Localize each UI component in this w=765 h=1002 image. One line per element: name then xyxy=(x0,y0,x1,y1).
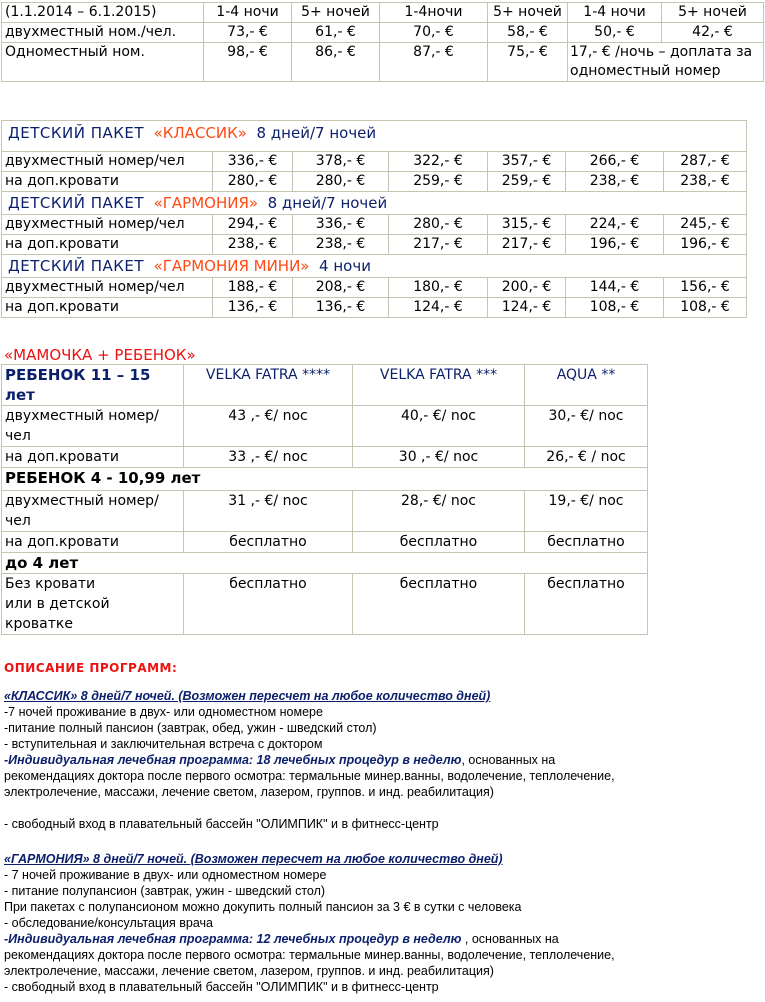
row-label: двухместный номер/ чел xyxy=(2,406,184,447)
price-cell: 31 ,- €/ noc xyxy=(184,491,353,532)
price-cell: 73,- € xyxy=(204,23,292,43)
row-label: Без кровати или в детской кроватке xyxy=(2,574,184,635)
price-cell: 280,- € xyxy=(213,172,293,192)
row-label: на доп.кровати xyxy=(2,172,213,192)
age-group-row xyxy=(2,553,648,574)
price-cell: 40,- €/ noc xyxy=(353,406,525,447)
row-label: двухместный номер/ чел xyxy=(2,491,184,532)
column-header: 1-4 ночи xyxy=(204,3,292,23)
price-cell: 33 ,- €/ noc xyxy=(184,447,353,468)
package-name: «ГАРМОНИЯ» xyxy=(153,194,259,212)
treatment-program-text: , основанных на xyxy=(461,932,559,946)
program-line: рекомендациях доктора после первого осмотра: термальные минер.ванны, водолечение, теплолечение, xyxy=(4,948,615,962)
age-group-title: РЕБЕНОК 4 - 10,99 лет xyxy=(2,468,648,491)
program-line: электролечение, массажи, лечение светом, лазером, группов. и инд. реабилитация) xyxy=(4,785,494,799)
row-label: двухместный номер/чел xyxy=(2,215,213,235)
table-row xyxy=(2,447,648,468)
price-cell: 280,- € xyxy=(389,215,488,235)
price-cell: 180,- € xyxy=(389,278,488,298)
price-cell: 238,- € xyxy=(566,172,664,192)
age-group-row xyxy=(2,468,648,491)
table-row xyxy=(2,23,764,43)
hotel-name: VELKA FATRA **** xyxy=(184,365,353,406)
price-cell: 336,- € xyxy=(293,215,389,235)
price-cell: 98,- € xyxy=(204,43,292,82)
program-line: - питание полупансион (завтрак, ужин - шведский стол) xyxy=(4,884,326,898)
mama-child-title: «МАМОЧКА + РЕБЕНОК» xyxy=(4,346,196,364)
price-cell: бесплатно xyxy=(525,532,648,553)
package-header-row xyxy=(2,255,747,278)
price-cell: 30 ,- €/ noc xyxy=(353,447,525,468)
program-line: - вступительная и заключительная встреча с доктором xyxy=(4,737,323,751)
column-header: 5+ ночей xyxy=(662,3,764,23)
program-heading: «ГАРМОНИЯ» 8 дней/7 ночей. (Возможен пересчет на любое количество дней) xyxy=(4,852,503,866)
price-cell: 280,- € xyxy=(293,172,389,192)
column-header: 1-4 ночи xyxy=(568,3,662,23)
package-title-classic xyxy=(2,121,747,152)
package-duration: 8 дней/7 ночей xyxy=(256,124,377,142)
row-label: двухместный ном./чел. xyxy=(2,23,204,43)
hotel-name: AQUA ** xyxy=(525,365,648,406)
package-label: ДЕТСКИЙ ПАКЕТ xyxy=(8,257,145,275)
price-cell: 378,- € xyxy=(293,152,389,172)
age-group-title: до 4 лет xyxy=(2,553,648,574)
child-package-table xyxy=(1,120,747,318)
price-cell: 259,- € xyxy=(488,172,566,192)
program-line: - свободный вход в плавательный бассейн "ОЛИМПИК" и в фитнесс-центр xyxy=(4,980,439,994)
table-row xyxy=(2,574,648,635)
row-label: на доп.кровати xyxy=(2,298,213,318)
program-line: электролечение, массажи, лечение светом, лазером, группов. и инд. реабилитация) xyxy=(4,964,494,978)
price-cell: 196,- € xyxy=(566,235,664,255)
price-cell: 108,- € xyxy=(566,298,664,318)
price-cell: 217,- € xyxy=(389,235,488,255)
price-cell: 238,- € xyxy=(213,235,293,255)
row-label: на доп.кровати xyxy=(2,532,184,553)
program-heading: «КЛАССИК» 8 дней/7 ночей. (Возможен пересчет на любое количество дней) xyxy=(4,689,491,703)
price-cell: 124,- € xyxy=(389,298,488,318)
price-cell: 136,- € xyxy=(213,298,293,318)
row-label: на доп.кровати xyxy=(2,235,213,255)
package-duration: 4 ночи xyxy=(319,257,371,275)
price-cell: 70,- € xyxy=(380,23,488,43)
row-label: двухместный номер/чел xyxy=(2,152,213,172)
treatment-program-emphasis: -Индивидуальная лечебная программа: 18 лечебных процедур в неделю xyxy=(4,753,462,767)
package-title-harmony-mini xyxy=(2,255,747,278)
table-row xyxy=(2,235,747,255)
program-line: рекомендациях доктора после первого осмотра: термальные минер.ванны, водолечение, теплолечение, xyxy=(4,769,615,783)
package-label: ДЕТСКИЙ ПАКЕТ xyxy=(8,194,145,212)
table-row xyxy=(2,406,648,447)
price-cell: 61,- € xyxy=(292,23,380,43)
price-cell: 266,- € xyxy=(566,152,664,172)
table-row xyxy=(2,152,747,172)
table-row xyxy=(2,215,747,235)
price-cell: 196,- € xyxy=(664,235,747,255)
price-cell: 238,- € xyxy=(293,235,389,255)
column-header: 5+ ночей xyxy=(292,3,380,23)
price-cell: 238,- € xyxy=(664,172,747,192)
price-cell: бесплатно xyxy=(353,532,525,553)
season-period: (1.1.2014 – 6.1.2015) xyxy=(2,3,204,23)
price-cell: бесплатно xyxy=(184,532,353,553)
price-cell: 42,- € xyxy=(662,23,764,43)
row-label: Одноместный ном. xyxy=(2,43,204,82)
package-duration: 8 дней/7 ночей xyxy=(267,194,388,212)
table-row xyxy=(2,532,648,553)
price-cell: 315,- € xyxy=(488,215,566,235)
hotel-header-row xyxy=(2,365,648,406)
price-cell: 28,- €/ noc xyxy=(353,491,525,532)
table-row xyxy=(2,172,747,192)
package-header-row xyxy=(2,121,747,152)
row-label: на доп.кровати xyxy=(2,447,184,468)
price-cell: 287,- € xyxy=(664,152,747,172)
price-cell: бесплатно xyxy=(525,574,648,635)
program-line: -питание полный пансион (завтрак, обед, ужин - шведский стол) xyxy=(4,721,377,735)
program-line: - свободный вход в плавательный бассейн "ОЛИМПИК" и в фитнесс-центр xyxy=(4,817,439,831)
table-row xyxy=(2,491,648,532)
price-cell: 217,- € xyxy=(488,235,566,255)
single-room-surcharge-note: 17,- € /ночь – доплата за одноместный номер xyxy=(568,43,764,82)
program-line: - обследование/консультация врача xyxy=(4,916,214,930)
price-cell: 26,- € / noc xyxy=(525,447,648,468)
price-cell: 357,- € xyxy=(488,152,566,172)
column-header: 5+ ночей xyxy=(488,3,568,23)
treatment-program-text: , основанных на xyxy=(461,753,556,767)
age-group-title: РЕБЕНОК 11 – 15 лет xyxy=(2,365,184,406)
price-cell: бесплатно xyxy=(184,574,353,635)
price-cell: 294,- € xyxy=(213,215,293,235)
table-row xyxy=(2,298,747,318)
price-cell: бесплатно xyxy=(353,574,525,635)
price-cell: 208,- € xyxy=(293,278,389,298)
program-line: При пакетах с полупансионом можно докупить полный пансион за 3 € в сутки с человека xyxy=(4,900,522,914)
price-cell: 87,- € xyxy=(380,43,488,82)
price-cell: 224,- € xyxy=(566,215,664,235)
table-row xyxy=(2,278,747,298)
price-cell: 124,- € xyxy=(488,298,566,318)
package-name: «КЛАССИК» xyxy=(153,124,247,142)
row-label: двухместный номер/чел xyxy=(2,278,213,298)
package-header-row xyxy=(2,192,747,215)
price-cell: 19,- €/ noc xyxy=(525,491,648,532)
program-harmony-description xyxy=(4,851,764,995)
price-cell: 144,- € xyxy=(566,278,664,298)
program-description-title: ОПИСАНИЕ ПРОГРАММ: xyxy=(4,661,178,675)
program-line-spacer xyxy=(4,800,764,816)
price-cell: 86,- € xyxy=(292,43,380,82)
mama-child-table xyxy=(1,364,648,635)
column-header: 1-4ночи xyxy=(380,3,488,23)
price-cell: 58,- € xyxy=(488,23,568,43)
package-label: ДЕТСКИЙ ПАКЕТ xyxy=(8,124,145,142)
program-classic-description xyxy=(4,688,764,832)
season-header-row xyxy=(2,3,764,23)
price-cell: 188,- € xyxy=(213,278,293,298)
price-cell: 108,- € xyxy=(664,298,747,318)
table-row xyxy=(2,43,764,82)
program-line: - 7 ночей проживание в двух- или одноместном номере xyxy=(4,868,327,882)
package-name: «ГАРМОНИЯ МИНИ» xyxy=(153,257,310,275)
price-cell: 30,- €/ noc xyxy=(525,406,648,447)
price-cell: 245,- € xyxy=(664,215,747,235)
hotel-name: VELKA FATRA *** xyxy=(353,365,525,406)
price-cell: 156,- € xyxy=(664,278,747,298)
treatment-program-emphasis: -Индивидуальная лечебная программа: 12 лечебных процедур в неделю xyxy=(4,932,462,946)
program-line: -7 ночей проживание в двух- или одноместном номере xyxy=(4,705,323,719)
price-cell: 75,- € xyxy=(488,43,568,82)
price-cell: 136,- € xyxy=(293,298,389,318)
price-cell: 336,- € xyxy=(213,152,293,172)
package-title-harmony xyxy=(2,192,747,215)
price-cell: 259,- € xyxy=(389,172,488,192)
price-cell: 200,- € xyxy=(488,278,566,298)
price-cell: 50,- € xyxy=(568,23,662,43)
price-cell: 322,- € xyxy=(389,152,488,172)
season-price-table xyxy=(1,2,764,82)
price-cell: 43 ,- €/ noc xyxy=(184,406,353,447)
